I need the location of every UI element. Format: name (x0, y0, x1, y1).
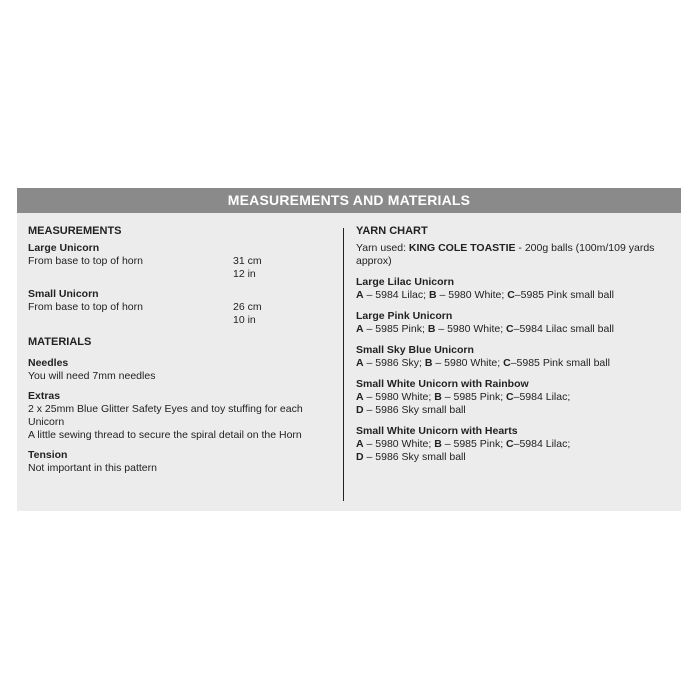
yarn-item-small-sky-blue (356, 344, 674, 370)
letter-b: B (428, 289, 437, 301)
column-divider (343, 228, 344, 501)
color-a: – 5986 Sky; (363, 357, 425, 369)
yarn-used-suffix: - 200g balls (100m/109 yards approx) (356, 242, 655, 267)
yarn-item-name: Small Sky Blue Unicorn (356, 344, 474, 356)
extras-label: Extras (28, 390, 61, 402)
yarn-item-name: Small White Unicorn with Rainbow (356, 378, 529, 390)
letter-c: C (503, 357, 511, 369)
small-unicorn-label: Small Unicorn (28, 288, 99, 300)
letter-b: B (424, 357, 433, 369)
yarn-item-colors (356, 323, 674, 336)
panel-title: MEASUREMENTS AND MATERIALS (17, 188, 681, 213)
small-unicorn-cm: 26 cm (233, 301, 262, 313)
letter-c: C (507, 289, 515, 301)
right-column (356, 225, 674, 472)
yarn-item-small-white-hearts (356, 425, 674, 464)
color-a: – 5980 White; (363, 438, 435, 450)
color-d: – 5986 Sky small ball (363, 451, 466, 463)
color-c: –5984 Lilac; (513, 438, 571, 450)
large-unicorn-desc: From base to top of horn (28, 255, 143, 267)
yarn-item-small-white-rainbow (356, 378, 674, 417)
measurements-materials-panel (17, 188, 681, 511)
color-a: – 5985 Pink; (363, 323, 428, 335)
small-unicorn-measure-row (28, 301, 333, 314)
yarn-item-colors (356, 289, 674, 302)
yarn-item-name: Small White Unicorn with Hearts (356, 425, 518, 437)
extras-text-1: 2 x 25mm Blue Glitter Safety Eyes and toy stuffing for each Unicorn (28, 403, 303, 428)
letter-c: C (506, 391, 514, 403)
yarn-item-colors-d (356, 404, 674, 417)
letter-c: C (506, 438, 514, 450)
color-b: – 5980 White; (435, 323, 507, 335)
color-b: – 5985 Pink; (441, 438, 507, 450)
yarn-item-name: Large Pink Unicorn (356, 310, 453, 322)
needles-label: Needles (28, 357, 69, 369)
letter-a: A (356, 357, 364, 369)
letter-a: A (356, 438, 364, 450)
color-c: –5984 Lilac; (513, 391, 571, 403)
color-a: – 5980 White; (363, 391, 435, 403)
color-c: –5984 Lilac small ball (513, 323, 615, 335)
large-unicorn-cm: 31 cm (233, 255, 262, 267)
letter-a: A (356, 391, 364, 403)
yarn-item-large-pink (356, 310, 674, 336)
small-unicorn-in-row (28, 314, 333, 327)
letter-b: B (434, 438, 442, 450)
color-c: –5985 Pink small ball (510, 357, 610, 369)
yarn-brand: KING COLE TOASTIE (408, 242, 516, 254)
letter-a: A (356, 289, 364, 301)
letter-a: A (356, 323, 364, 335)
letter-c: C (506, 323, 514, 335)
tension-text: Not important in this pattern (28, 462, 157, 474)
color-d: – 5986 Sky small ball (363, 404, 466, 416)
tension-label: Tension (28, 449, 68, 461)
color-b: – 5980 White; (436, 289, 508, 301)
materials-heading: MATERIALS (28, 336, 92, 348)
large-unicorn-in: 12 in (233, 268, 256, 280)
letter-b: B (427, 323, 436, 335)
letter-d: D (356, 451, 364, 463)
yarn-used-prefix: Yarn used: (356, 242, 409, 254)
color-a: – 5984 Lilac; (363, 289, 429, 301)
large-unicorn-label: Large Unicorn (28, 242, 100, 254)
yarn-item-colors-d (356, 451, 674, 464)
needles-text: You will need 7mm needles (28, 370, 156, 382)
letter-d: D (356, 404, 364, 416)
left-column (28, 225, 333, 475)
small-unicorn-in: 10 in (233, 314, 256, 326)
letter-b: B (434, 391, 442, 403)
yarn-item-large-lilac (356, 276, 674, 302)
small-unicorn-desc: From base to top of horn (28, 301, 143, 313)
yarn-chart-heading: YARN CHART (356, 225, 428, 237)
extras-text-2: A little sewing thread to secure the spiral detail on the Horn (28, 429, 302, 441)
color-b: – 5980 White; (432, 357, 504, 369)
yarn-item-name: Large Lilac Unicorn (356, 276, 455, 288)
color-c: –5985 Pink small ball (514, 289, 615, 301)
large-unicorn-in-row (28, 268, 333, 281)
color-b: – 5985 Pink; (441, 391, 507, 403)
yarn-item-colors (356, 357, 674, 370)
yarn-used-line (356, 242, 674, 268)
measurements-heading: MEASUREMENTS (28, 225, 122, 237)
yarn-item-colors (356, 438, 674, 451)
large-unicorn-measure-row (28, 255, 333, 268)
yarn-item-colors (356, 391, 674, 404)
